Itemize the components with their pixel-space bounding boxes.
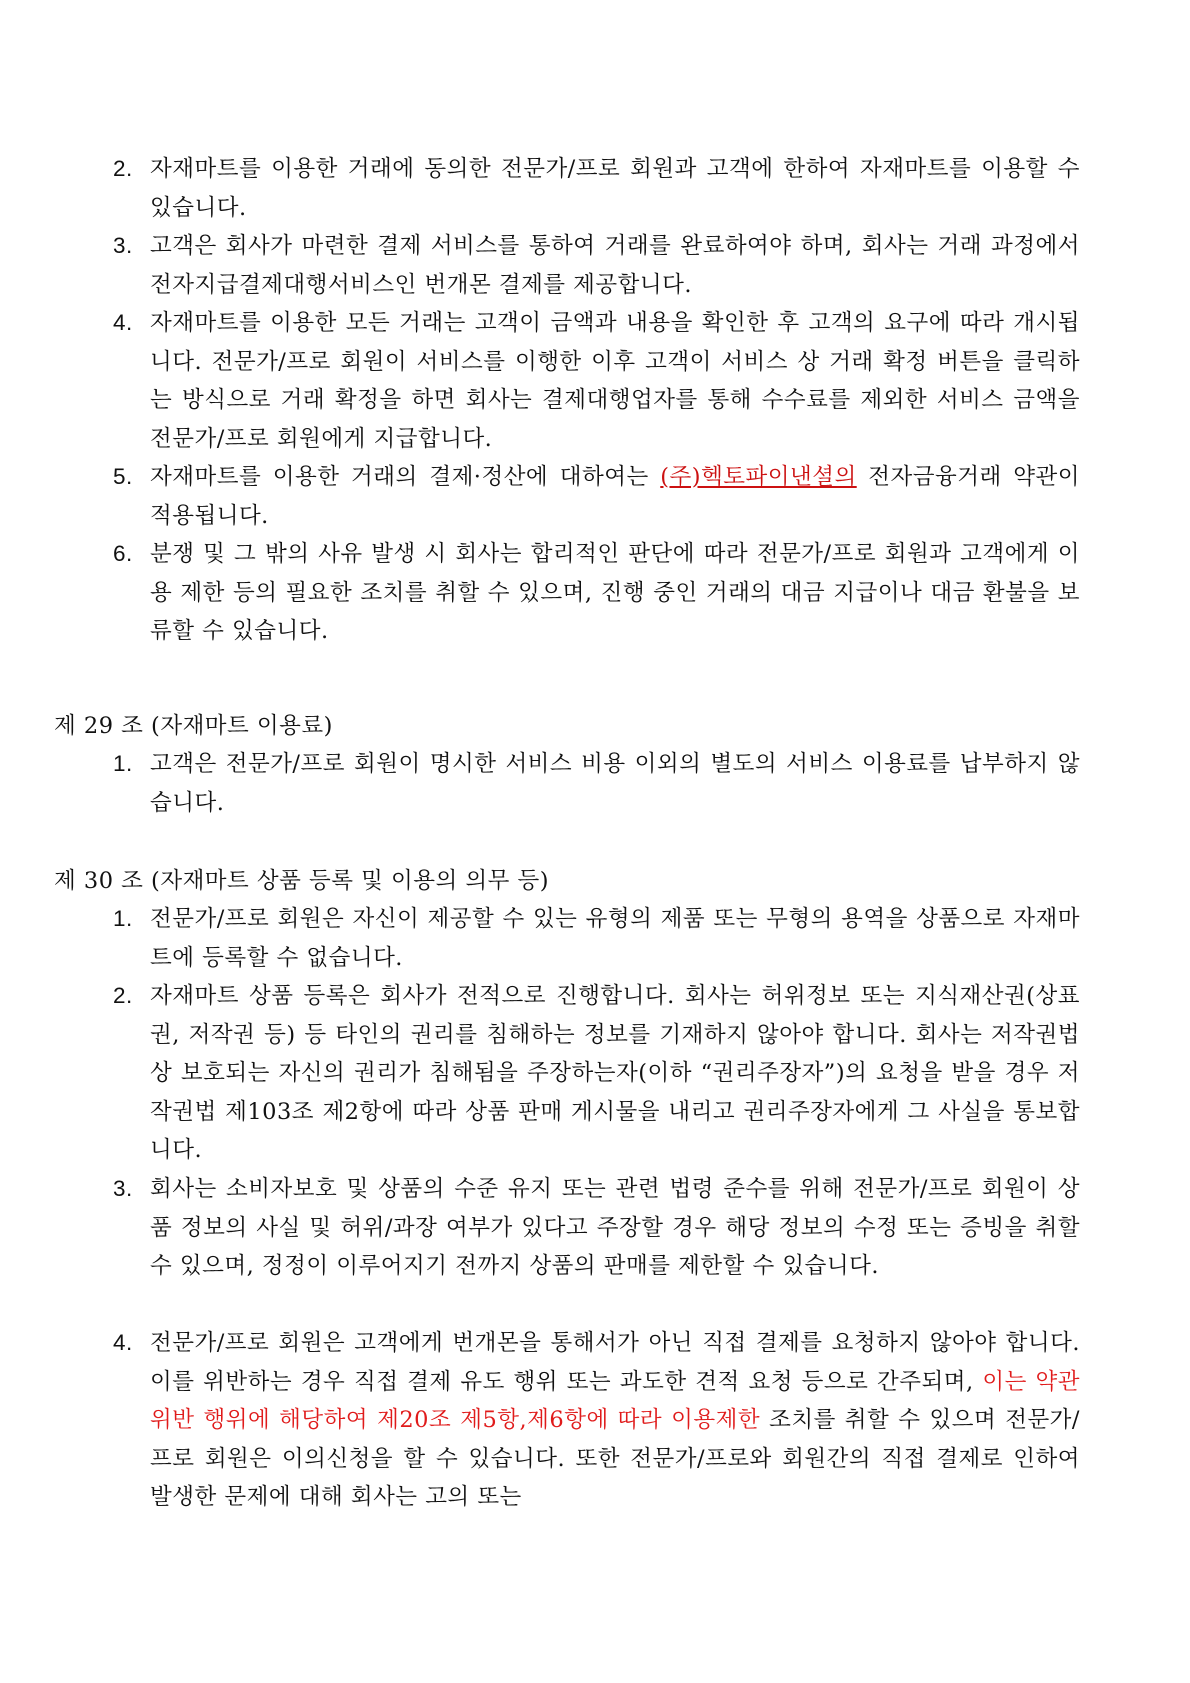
item-text: 분쟁 및 그 밖의 사유 발생 시 회사는 합리적인 판단에 따라 전문가/프로 회원과 고객에게 이용 제한 등의 필요한 조치를 취할 수 있으며, 진행 중인 거래의 대금 지급이나 대금 환불을 보류할 수 있습니다.	[150, 541, 1080, 644]
highlighted-text: 이는 약관 위반 행위에 해당하여 제20조 제5항,제6항에 따라 이용제한	[150, 1368, 1081, 1433]
item-text: 자재마트 상품 등록은 회사가 전적으로 진행합니다. 회사는 허위정보 또는 지식재산권(상표권, 저작권 등) 등 타인의 권리를 침해하는 정보를 기재하지 않아야 합니다. 회사는 저작권법상 보호되는 자신의 권리가 침해됨을 주장하는자(이하 “권리주장자”)의 요청을 받을 경우 저작권법 제103조 제2항에 따라 상품 판매 게시물을 내리고 권리주장자에게 그 사실을 통보합니다.	[150, 983, 1080, 1163]
item-number: 3.	[113, 1176, 133, 1201]
item-text-before: 전문가/프로 회원은 고객에게 번개몬을 통해서가 아닌 직접 결제를 요청하지 않아야 합니다. 이를 위반하는 경우 직접 결제 유도 행위 또는 과도한 견적 요청 등으로 간주되며,	[150, 1330, 1080, 1395]
article-29-heading: 제 29 조 (자재마트 이용료)	[54, 713, 333, 739]
item-text: 전문가/프로 회원은 자신이 제공할 수 있는 유형의 제품 또는 무형의 용역을 상품으로 자재마트에 등록할 수 없습니다.	[150, 906, 1080, 971]
list-item	[0, 535, 1190, 651]
item-text-after: 조치를 취할 수 있으며 전문가/프로 회원은 이의신청을 할 수 있습니다. 또한 전문가/프로와 회원간의 직접 결제로 인하여 발생한 문제에 대해 회사는 고의 또는	[150, 1407, 1080, 1510]
article-30-list	[0, 900, 1190, 1517]
item-number: 6.	[113, 541, 133, 566]
item-number: 2.	[113, 156, 133, 181]
article-29-list	[0, 745, 1190, 822]
article-30-heading: 제 30 조 (자재마트 상품 등록 및 이용의 의무 등)	[54, 868, 550, 894]
item-number: 5.	[113, 464, 133, 489]
item-number: 2.	[113, 983, 133, 1008]
list-item	[0, 227, 1190, 304]
item-number: 1.	[113, 751, 133, 776]
list-item	[0, 745, 1190, 822]
list-item	[0, 304, 1190, 458]
item-number: 1.	[113, 906, 133, 931]
item-number: 4.	[113, 1330, 133, 1355]
item-text: 고객은 회사가 마련한 결제 서비스를 통하여 거래를 완료하여야 하며, 회사는 거래 과정에서 전자지급결제대행서비스인 번개몬 결제를 제공합니다.	[150, 233, 1080, 298]
item-text: 자재마트를 이용한 거래에 동의한 전문가/프로 회원과 고객에 한하여 자재마트를 이용할 수 있습니다.	[150, 156, 1080, 221]
item-text: 회사는 소비자보호 및 상품의 수준 유지 또는 관련 법령 준수를 위해 전문가/프로 회원이 상품 정보의 사실 및 허위/과장 여부가 있다고 주장할 경우 해당 정보의 수정 또는 증빙을 취할 수 있으며, 정정이 이루어지기 전까지 상품의 판매를 제한할 수 있습니다.	[150, 1176, 1080, 1279]
item-text: 고객은 전문가/프로 회원이 명시한 서비스 비용 이외의 별도의 서비스 이용료를 납부하지 않습니다.	[150, 751, 1080, 816]
list-item	[0, 1324, 1190, 1517]
hecto-financial-link[interactable]: (주)헥토파이낸셜의	[660, 464, 857, 490]
list-item	[0, 458, 1190, 535]
list-item	[0, 150, 1190, 227]
item-text: 자재마트를 이용한 모든 거래는 고객이 금액과 내용을 확인한 후 고객의 요구에 따라 개시됩니다. 전문가/프로 회원이 서비스를 이행한 이후 고객이 서비스 상 거래 확정 버튼을 클릭하는 방식으로 거래 확정을 하면 회사는 결제대행업자를 통해 수수료를 제외한 서비스 금액을 전문가/프로 회원에게 지급합니다.	[150, 310, 1080, 452]
item-text-before: 자재마트를 이용한 거래의 결제·정산에 대하여는	[150, 464, 661, 490]
list-item	[0, 1170, 1190, 1324]
item-number: 3.	[113, 233, 133, 258]
list-item	[0, 977, 1190, 1170]
list-item	[0, 900, 1190, 977]
item-text-after: 전자금융거래 약관이 적용됩니다.	[150, 464, 1080, 529]
section28-list	[0, 150, 1190, 651]
item-number: 4.	[113, 310, 133, 335]
